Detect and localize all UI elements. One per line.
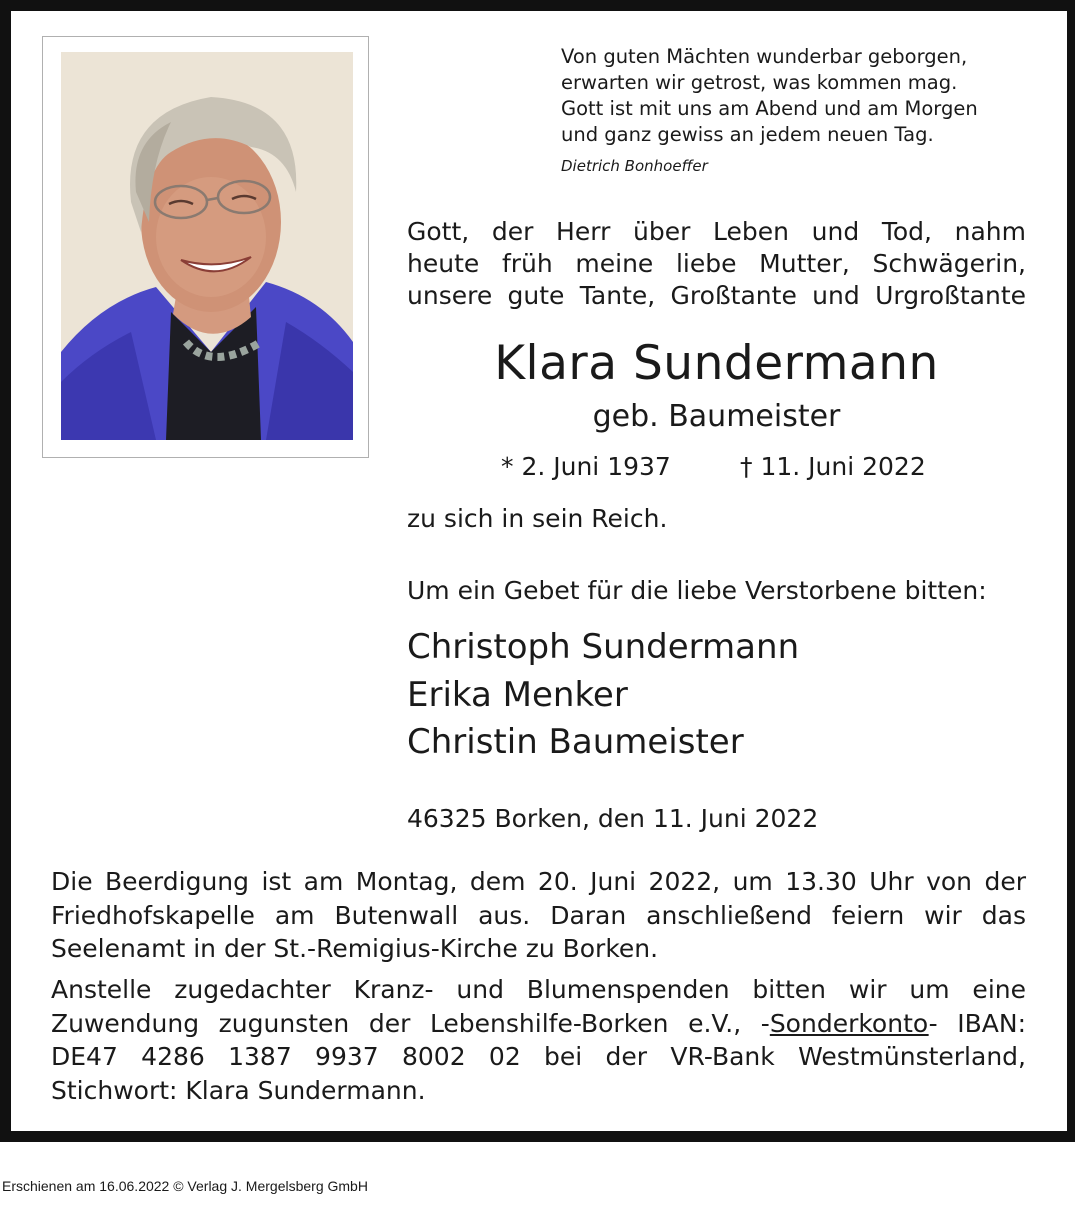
donation-line [51,1007,1026,1041]
publication-footer: Erschienen am 16.06.2022 © Verlag J. Mergelsberg GmbH [2,1178,368,1194]
quote-line: Gott ist mit uns am Abend und am Morgen [561,97,978,120]
mourner-name: Christin Baumeister [407,722,744,762]
sonderkonto-text: Sonderkonto [769,1008,929,1038]
quote-line: und ganz gewiss an jedem neuen Tag. [561,123,934,146]
donation-line: Stichwort: Klara Sundermann. [51,1075,426,1105]
quote-line: erwarten wir getrost, was kommen mag. [561,71,958,94]
maiden-name: geb. Baumeister [592,399,841,434]
funeral-line: Friedhofskapelle am Butenwall aus. Daran anschließend feiern wir das [51,900,1026,930]
donation-line: DE47 4286 1387 9937 8002 02 bei der VR-Bank Westmünsterland, [51,1042,1026,1071]
bonhoeffer-quote [561,44,1041,148]
donation-text: Zuwendung zugunsten der Lebenshilfe-Borken e.V., - [51,1008,770,1038]
mourner-name: Erika Menker [407,674,628,715]
quote-author: Dietrich Bonhoeffer [561,157,708,175]
portrait-photo [61,52,353,440]
funeral-line: Seelenamt in der St.-Remigius-Kirche zu Borken. [51,934,659,963]
donation-info [51,973,1026,1107]
closing-line: zu sich in sein Reich. [407,504,668,533]
birth-date: * 2. Juni 1937 [501,452,671,481]
place-date: 46325 Borken, den 11. Juni 2022 [407,804,819,833]
quote-line: Von guten Mächten wunderbar geborgen, [561,45,968,68]
funeral-line: Die Beerdigung ist am Montag, dem 20. Juni 2022, um 13.30 Uhr von der [51,867,1026,896]
prayer-request: Um ein Gebet für die liebe Verstorbene bitten: [407,576,987,605]
funeral-info [51,865,1026,966]
donation-text: - IBAN: [928,1008,1026,1038]
deceased-name: Klara Sundermann [494,336,939,391]
intro-line: heute früh meine liebe Mutter, Schwägerin, [407,249,1026,278]
intro-line: Gott, der Herr über Leben und Tod, nahm [407,217,1026,246]
intro-text [407,216,1026,312]
death-date: † 11. Juni 2022 [740,452,926,481]
mourner-name: Christoph Sundermann [407,627,800,667]
mourners-list [407,624,799,767]
portrait-image [61,52,353,440]
donation-line: Anstelle zugedachter Kranz- und Blumenspenden bitten wir um eine [51,975,1026,1004]
portrait-frame [42,36,369,458]
intro-line: unsere gute Tante, Großtante und Urgroßtante [407,281,1026,310]
